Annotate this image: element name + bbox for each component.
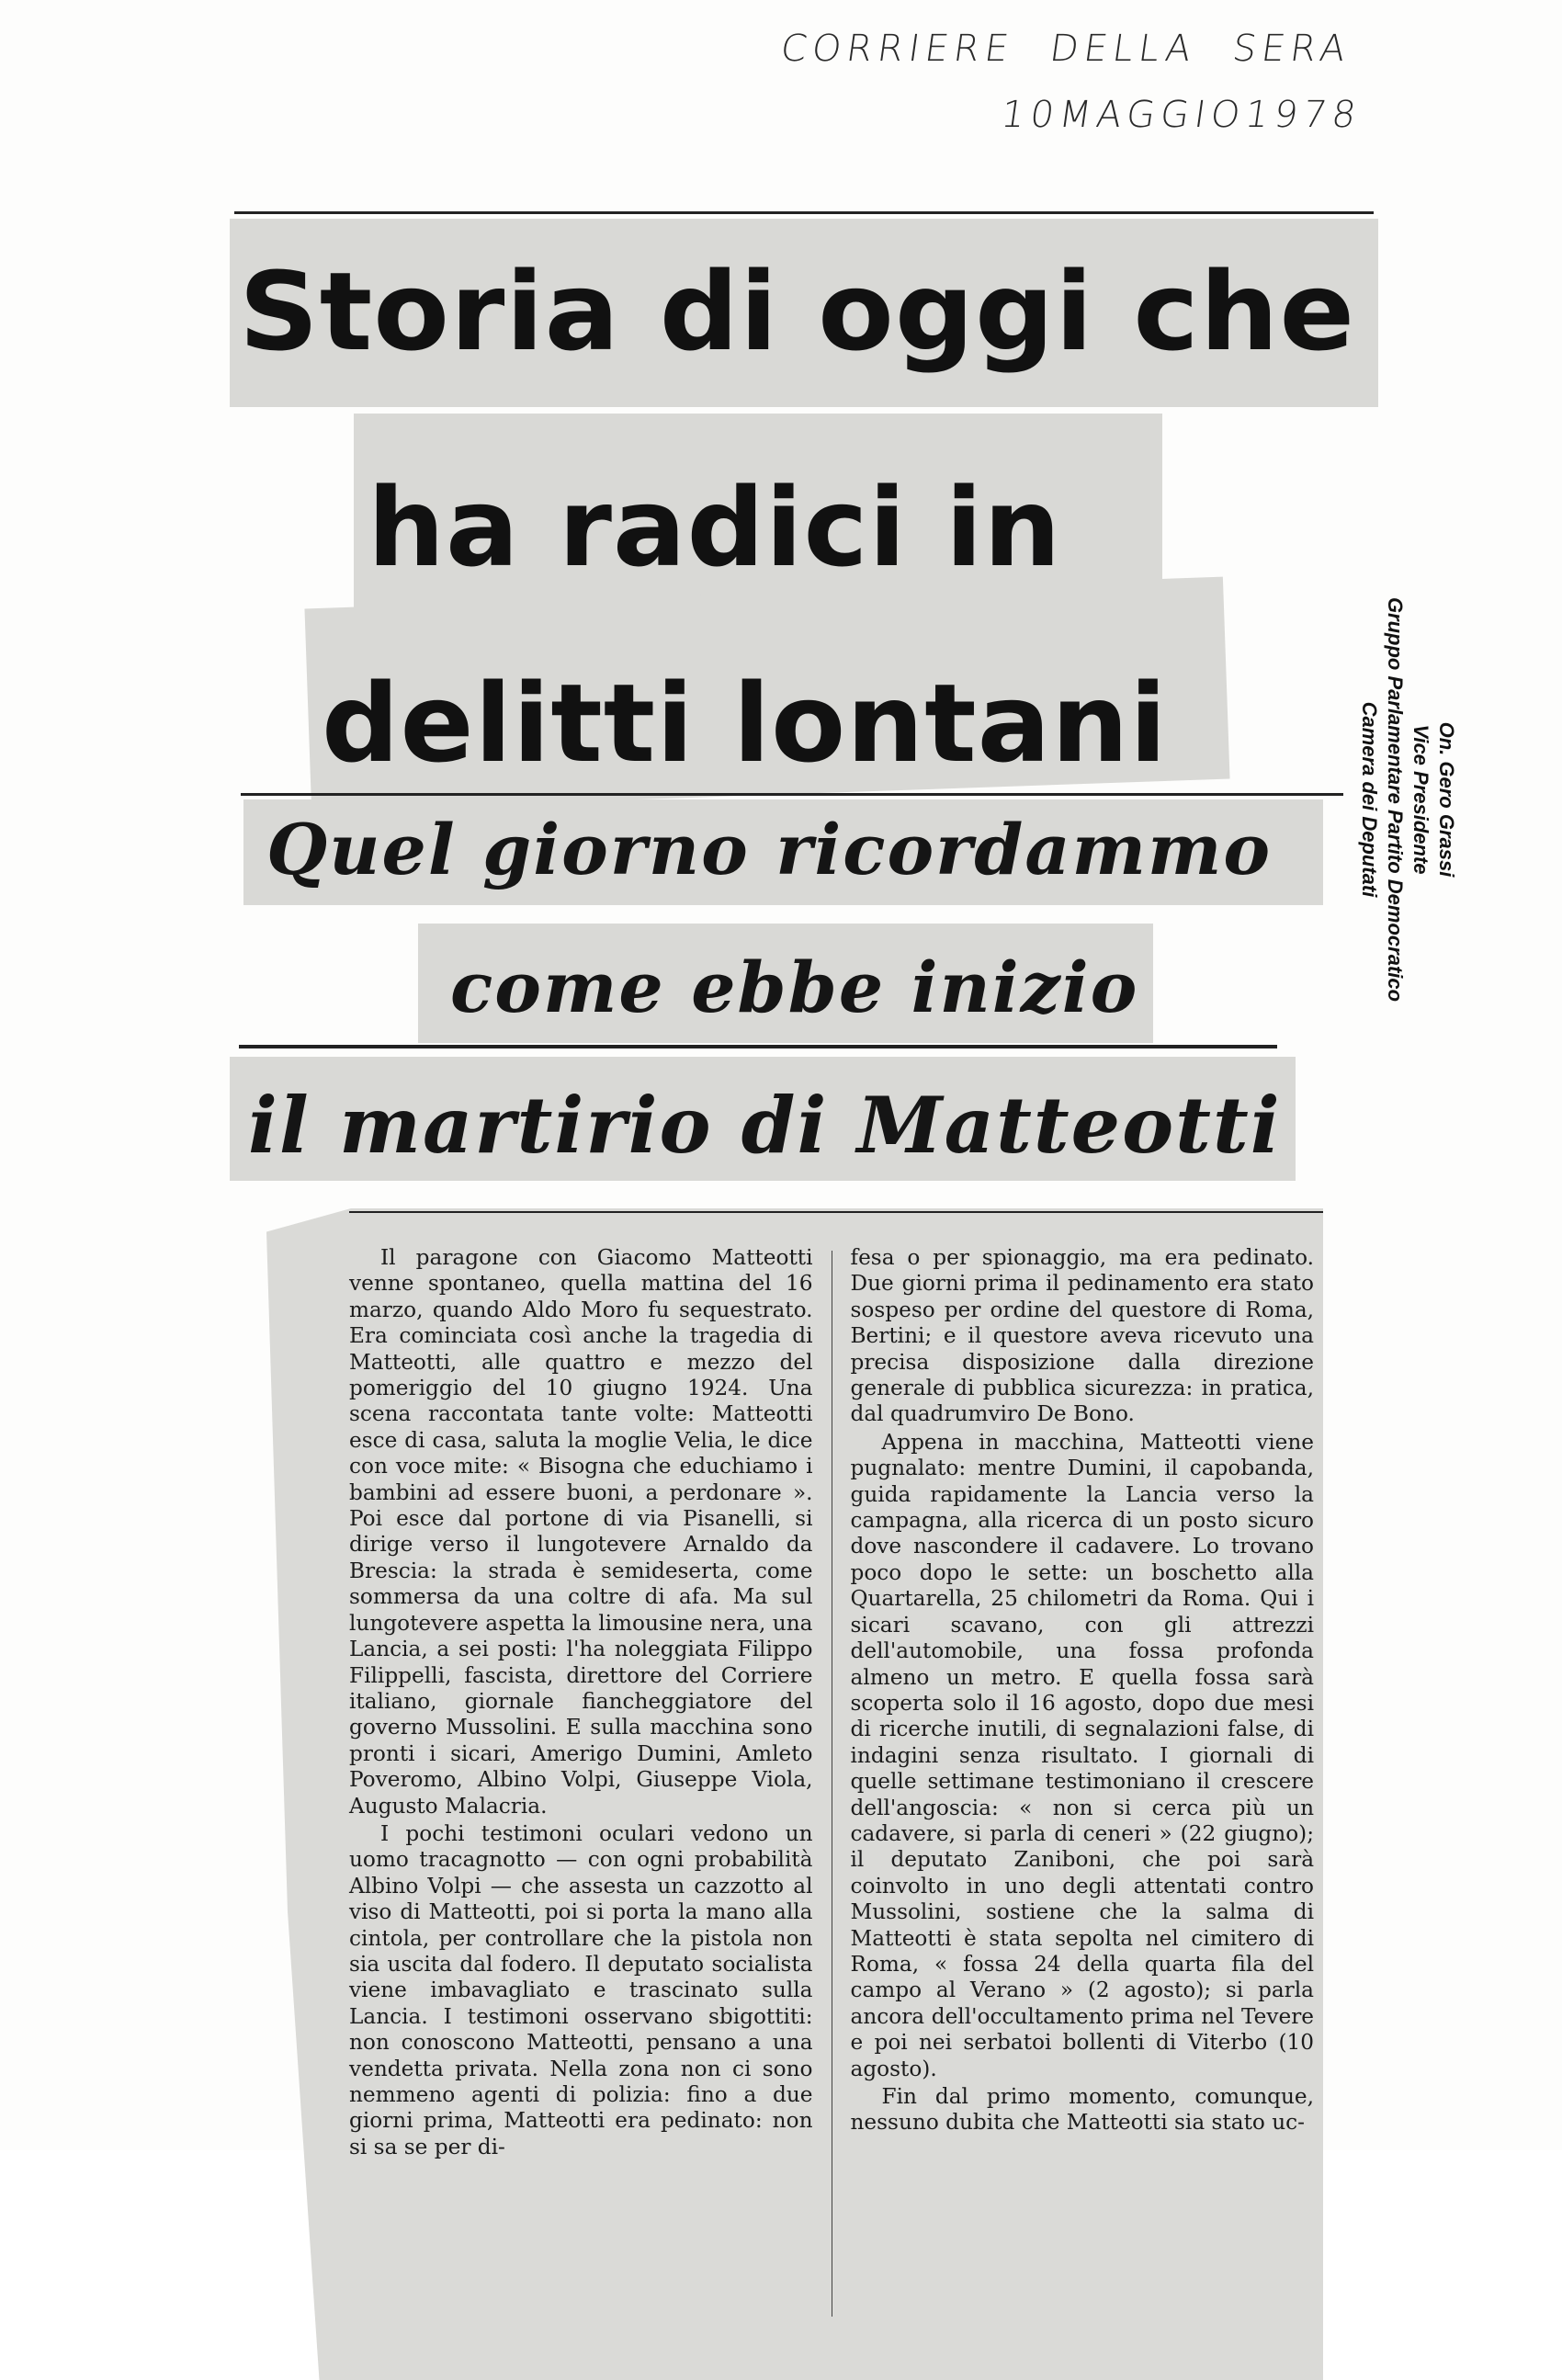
handwritten-word: CORRIERE bbox=[777, 28, 1017, 70]
top-rule bbox=[234, 211, 1374, 214]
article-paragraph: fesa o per spionaggio, ma era pedinato. Due giorni prima il pedinamento era stato sospeso per ordine del questore di Roma, Bertini; e il questore aveva ricevuto una precisa disposizione dalla direzione generale di pubblica sicurezza: in pratica, dal quadrumviro De Bono. bbox=[850, 1245, 1315, 1427]
handwritten-source-line bbox=[778, 28, 1353, 70]
handwritten-word: 1978 bbox=[1242, 94, 1364, 136]
parliament-stamp bbox=[1356, 579, 1459, 1020]
article-paragraph: Appena in macchina, Matteotti viene pugnalato: mentre Dumini, il capobanda, guida rapidamente la Lancia verso la campagna, alla ricerca di un posto sicuro dove nascondere il cadavere. Lo trovano poco dopo le sette: un boschetto alla Quartarella, 25 chilometri da Roma. Qui i sicari scavano, con gli attrezzi dell'automobile, una fossa profonda almeno un metro. E quella fossa sarà scoperta solo il 16 agosto, dopo due mesi di ricerche inutili, di segnalazioni false, di indagini senza risultato. I giornali di quelle settimane testimoniano il crescere dell'angoscia: « non si cerca più un cadavere, si parla di ceneri » (22 giugno); il deputato Zaniboni, che poi sarà coinvolto in uno degli attentati contro Mussolini, sostiene che la salma di Matteotti è stata sepolta nel cimitero di Roma, « fossa 24 della quarta fila del campo al Verano » (2 agosto); si parla ancora dell'occultamento prima nel Tevere e poi nei serbatoi bollenti di Viterbo (10 agosto). bbox=[850, 1429, 1315, 2081]
handwritten-word: 10 bbox=[998, 94, 1063, 136]
handwritten-word: SERA bbox=[1229, 28, 1354, 70]
article-column-2 bbox=[851, 1245, 1315, 2317]
stamp-line: Camera dei Deputati bbox=[1358, 701, 1381, 898]
subheadline-line-2: come ebbe inizio bbox=[450, 946, 1139, 1028]
handwritten-word: MAGGIO bbox=[1056, 94, 1249, 136]
article-body bbox=[349, 1245, 1314, 2317]
article-paragraph: I pochi testimoni oculari vedono un uomo tracagnotto — con ogni probabilità Albino Volpi — che assesta un cazzotto al viso di Matteotti, poi si porta la mano alla cintola, per controllare che la pistola non sia uscita dal fodero. Il deputato socialista viene imbavagliato e trascinato sulla Lancia. I testimoni osservano sbigottiti: non conoscono Matteotti, pensano a una vendetta privata. Nella zona non ci sono nemmeno agenti di polizia: fino a due giorni prima, Matteotti era pedinato: non si sa se per di- bbox=[349, 1820, 813, 2159]
subheadline-rule-2 bbox=[239, 1045, 1277, 1048]
subheadline-line-3: il martirio di Matteotti bbox=[248, 1080, 1282, 1171]
headline-line-1: Storia di oggi che bbox=[239, 248, 1356, 375]
handwritten-word: DELLA bbox=[1047, 28, 1200, 70]
stamp-line: Vice Presidente bbox=[1409, 724, 1432, 875]
headline-line-3: delitti lontani bbox=[322, 660, 1168, 777]
article-top-rule bbox=[349, 1211, 1323, 1213]
handwritten-date-line bbox=[999, 94, 1363, 136]
stamp-line: Gruppo Parlamentare Partito Democratico bbox=[1384, 596, 1407, 1003]
article-paragraph: Il paragone con Giacomo Matteotti venne spontaneo, quella mattina del 16 marzo, quando Aldo Moro fu sequestrato. Era cominciata così anche la tragedia di Matteotti, alle quattro e mezzo del pomeriggio del 10 giugno 1924. Una scena raccontata tante volte: Matteotti esce di casa, saluta la moglie Velia, le dice con voce mite: « Bisogna che educhiamo i bambini ad essere buoni, a perdonare ». Poi esce dal portone di via Pisanelli, si dirige verso il lungotevere Arnaldo da Brescia: la strada è semideserta, come sommersa da una coltre di afa. Ma sul lungotevere aspetta la limousine nera, una Lancia, a sei posti: l'ha noleggiata Filippo Filippelli, fascista, direttore del Corriere italiano, giornale fiancheggiatore del governo Mussolini. E sulla macchina sono pronti i sicari, Amerigo Dumini, Amleto Poveromo, Albino Volpi, Giuseppe Viola, Augusto Malacria. bbox=[349, 1245, 813, 1819]
subheadline-line-1: Quel giorno ricordammo bbox=[266, 809, 1273, 890]
article-column-1 bbox=[349, 1245, 813, 2317]
headline-line-2: ha radici in bbox=[368, 464, 1062, 591]
subheadline-rule bbox=[241, 793, 1343, 796]
stamp-line: On. Gero Grassi bbox=[1435, 721, 1458, 878]
article-paragraph: Fin dal primo momento, comunque, nessuno dubita che Matteotti sia stato uc- bbox=[850, 2084, 1315, 2136]
